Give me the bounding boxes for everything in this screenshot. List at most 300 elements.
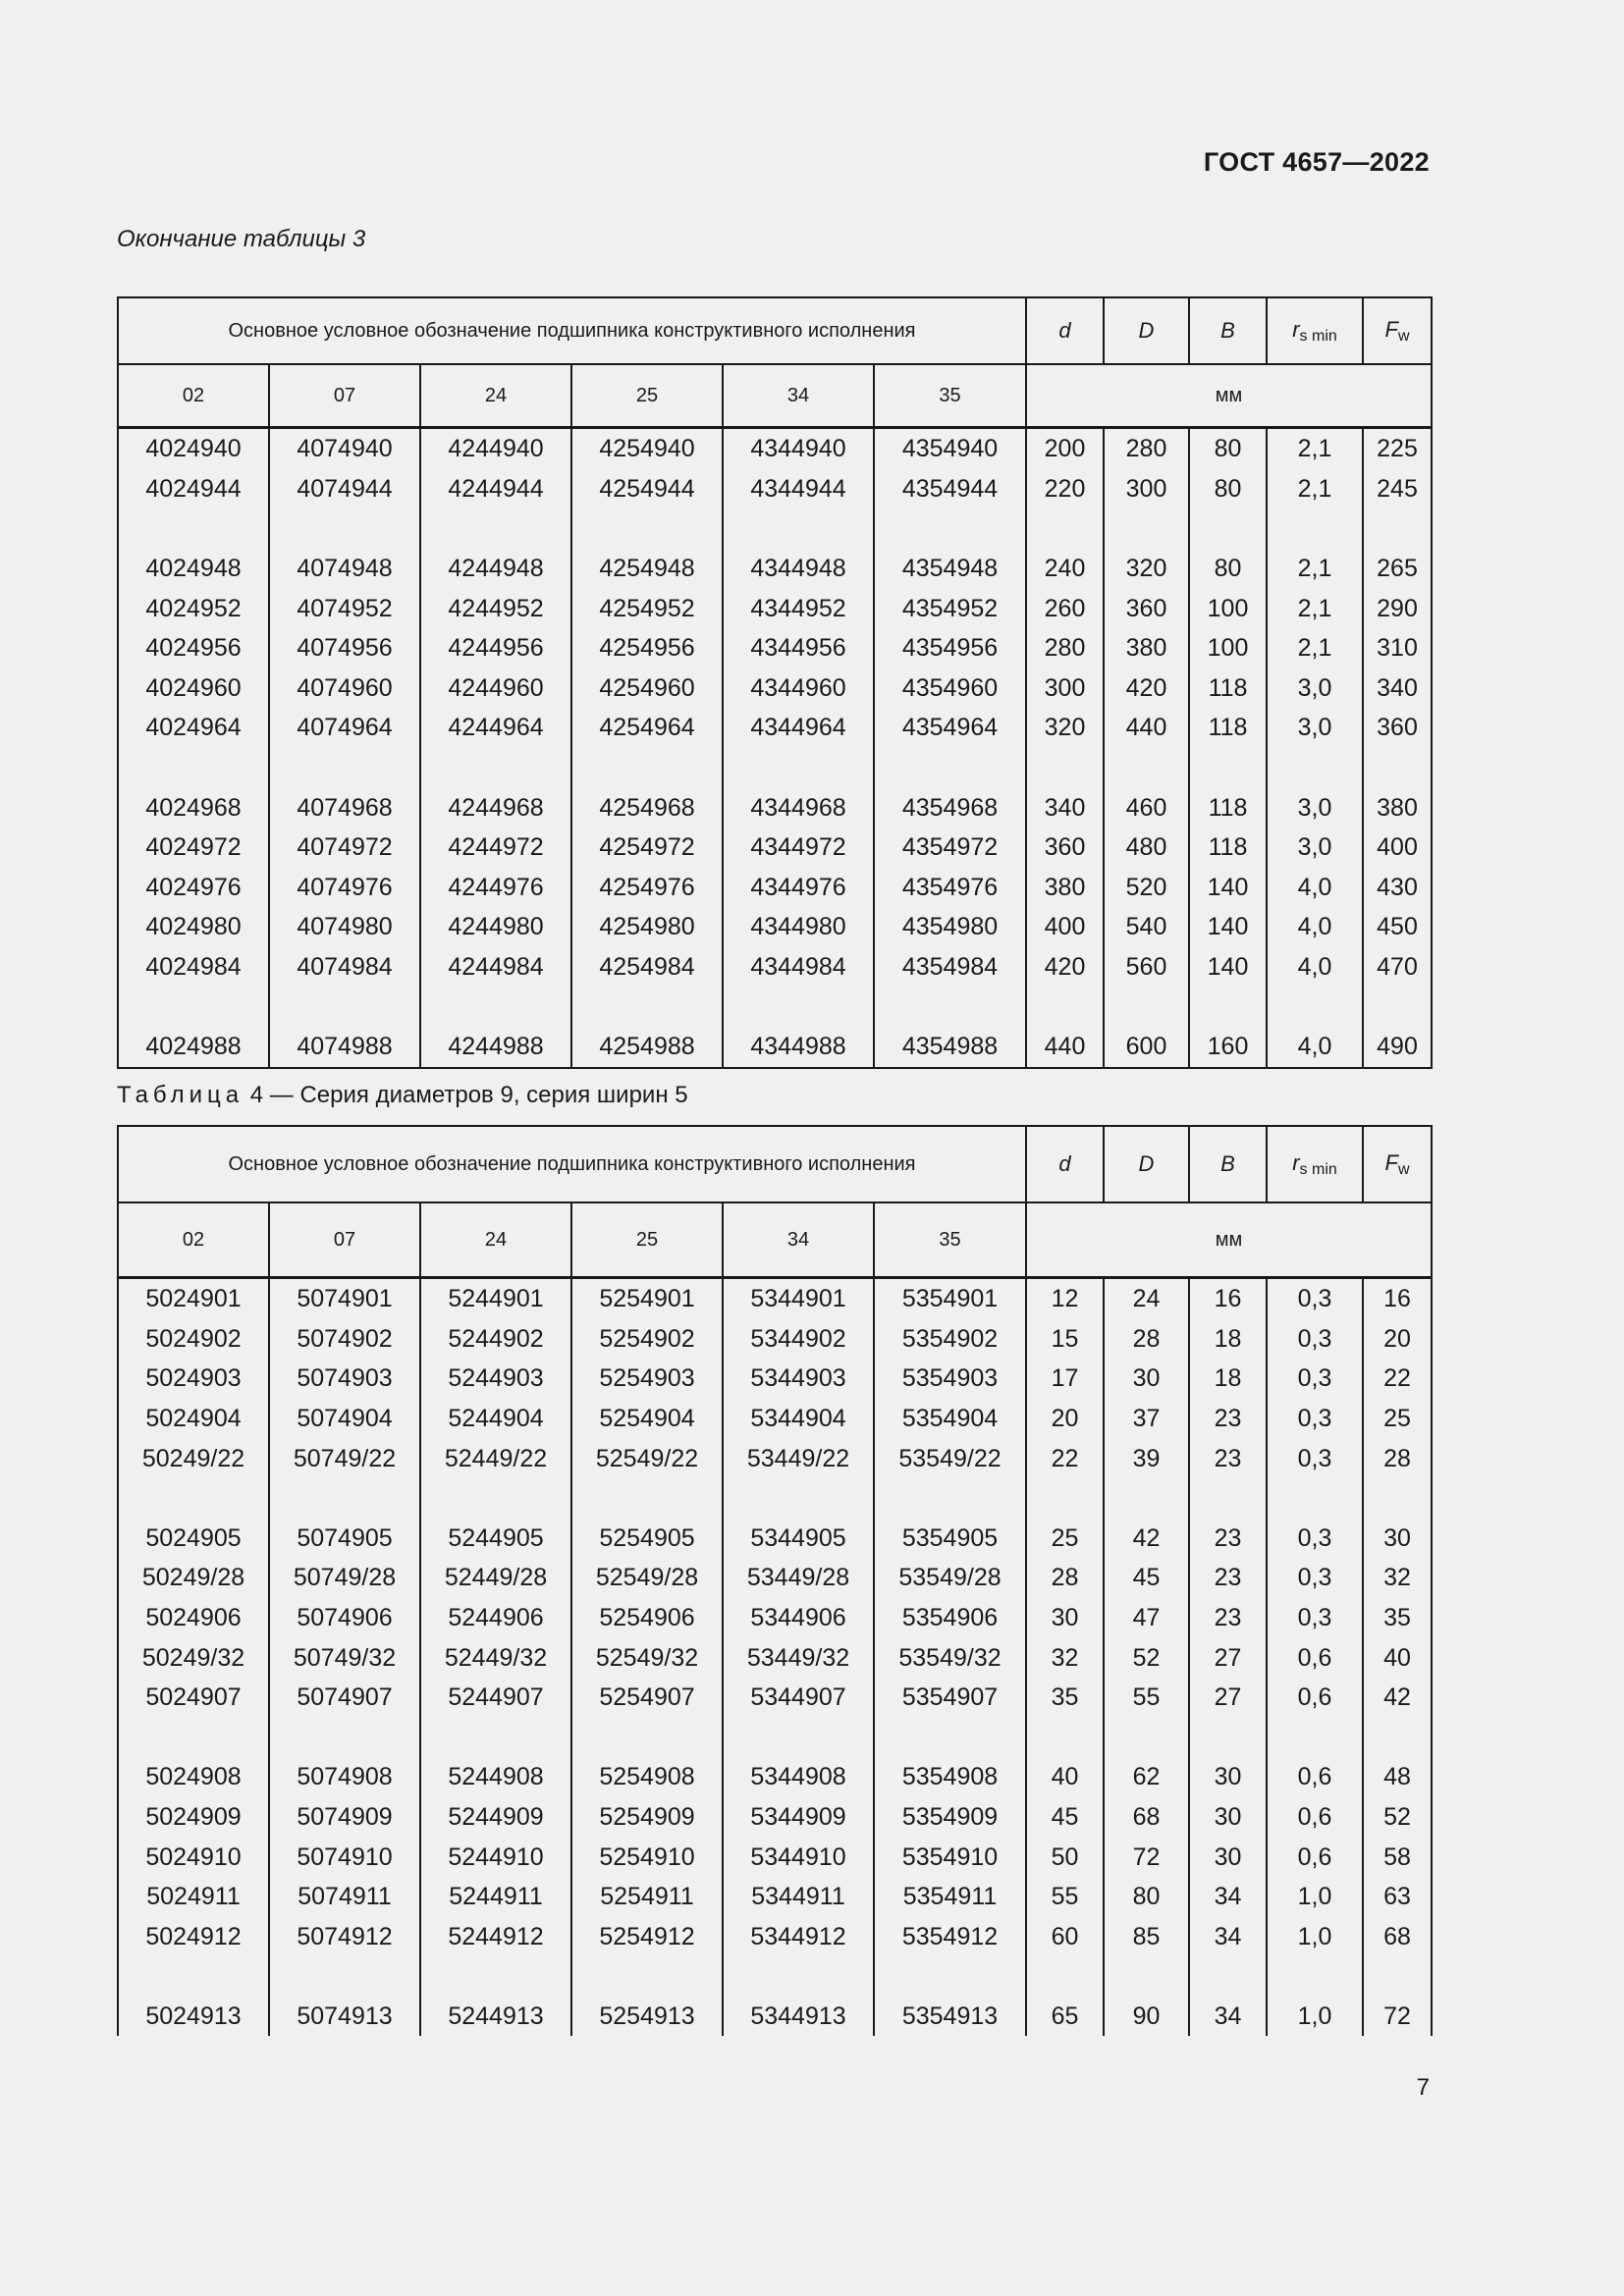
- table-cell: 28: [1026, 1558, 1104, 1598]
- table-cell: [1189, 1956, 1267, 1997]
- table-cell: 65: [1026, 1997, 1104, 2037]
- table-cell: 18: [1189, 1319, 1267, 1360]
- table-cell: 30: [1104, 1359, 1189, 1399]
- table-cell: 45: [1026, 1797, 1104, 1838]
- table-cell: 52549/32: [571, 1637, 723, 1678]
- table-cell: 42: [1104, 1519, 1189, 1559]
- table-cell: 4344968: [723, 787, 874, 828]
- table-row: [118, 1399, 1432, 1439]
- table-cell: 4244940: [420, 428, 571, 469]
- table-spacer-row: [118, 1718, 1432, 1758]
- table-cell: 4354972: [874, 828, 1026, 868]
- table-cell: 4074968: [269, 787, 420, 828]
- table-cell: 4074948: [269, 549, 420, 589]
- table-cell: 5074912: [269, 1917, 420, 1957]
- table-cell: 600: [1104, 1027, 1189, 1068]
- table-cell: 5024905: [118, 1519, 269, 1559]
- table-cell: 340: [1363, 668, 1432, 709]
- table-cell: 4344980: [723, 907, 874, 947]
- table-cell: 0,6: [1267, 1757, 1363, 1797]
- table-cell: 1,0: [1267, 1917, 1363, 1957]
- table-cell: [1026, 508, 1104, 549]
- table-cell: 540: [1104, 907, 1189, 947]
- table-cell: 20: [1026, 1399, 1104, 1439]
- table-cell: 5254911: [571, 1877, 723, 1917]
- table-cell: [1026, 987, 1104, 1027]
- table-cell: [1026, 1718, 1104, 1758]
- table3-caption: Окончание таблицы 3: [117, 226, 366, 252]
- table-cell: 5254907: [571, 1678, 723, 1718]
- table-cell: 5354908: [874, 1757, 1026, 1797]
- table3-header-rs-min: $r_{s min}$: [1267, 297, 1363, 364]
- table-cell: 4244984: [420, 947, 571, 988]
- table-cell: [1189, 987, 1267, 1027]
- table-cell: 16: [1189, 1278, 1267, 1319]
- table-cell: 4,0: [1267, 907, 1363, 947]
- table-cell: 4344984: [723, 947, 874, 988]
- table-cell: 0,6: [1267, 1797, 1363, 1838]
- table-cell: 30: [1189, 1797, 1267, 1838]
- table-cell: 160: [1189, 1027, 1267, 1068]
- table-cell: 4254940: [571, 428, 723, 469]
- table-cell: [1267, 1956, 1363, 1997]
- table-cell: 4074956: [269, 628, 420, 668]
- table-cell: 32: [1026, 1637, 1104, 1678]
- table-cell: 5024911: [118, 1877, 269, 1917]
- table-row: [118, 708, 1432, 748]
- table-cell: 50749/22: [269, 1438, 420, 1478]
- table-cell: 30: [1363, 1519, 1432, 1559]
- table4-header-B: B: [1189, 1126, 1267, 1202]
- table-cell: 4074944: [269, 469, 420, 509]
- table-cell: 52449/28: [420, 1558, 571, 1598]
- table-cell: [723, 748, 874, 788]
- table-spacer-row: [118, 1956, 1432, 1997]
- table-cell: [874, 508, 1026, 549]
- table-cell: 4254960: [571, 668, 723, 709]
- table-cell: 4254972: [571, 828, 723, 868]
- table-cell: 4254952: [571, 588, 723, 628]
- table-cell: 4344964: [723, 708, 874, 748]
- table-cell: 25: [1026, 1519, 1104, 1559]
- table-cell: 52: [1104, 1637, 1189, 1678]
- table-row: [118, 1558, 1432, 1598]
- table3-col-header: 02: [118, 364, 269, 428]
- table-cell: 32: [1363, 1558, 1432, 1598]
- table-spacer-row: [118, 1478, 1432, 1519]
- table-cell: [1267, 1718, 1363, 1758]
- table-cell: 15: [1026, 1319, 1104, 1360]
- table-cell: 4244972: [420, 828, 571, 868]
- table-cell: 5254912: [571, 1917, 723, 1957]
- table-cell: 380: [1026, 868, 1104, 908]
- table4-col-header: 24: [420, 1202, 571, 1278]
- table-cell: 16: [1363, 1278, 1432, 1319]
- table-cell: 4024980: [118, 907, 269, 947]
- table-cell: 5344910: [723, 1837, 874, 1877]
- table-row: [118, 1997, 1432, 2037]
- table-cell: 360: [1026, 828, 1104, 868]
- table-cell: 30: [1026, 1598, 1104, 1638]
- table3-header-B: B: [1189, 297, 1267, 364]
- table-cell: 5024902: [118, 1319, 269, 1360]
- table-cell: [118, 508, 269, 549]
- table-row: [118, 588, 1432, 628]
- table-cell: [1363, 748, 1432, 788]
- table-cell: 5354910: [874, 1837, 1026, 1877]
- table-cell: 0,3: [1267, 1438, 1363, 1478]
- table-cell: [420, 508, 571, 549]
- table-cell: 4254984: [571, 947, 723, 988]
- table-cell: 118: [1189, 828, 1267, 868]
- table-cell: 430: [1363, 868, 1432, 908]
- table-cell: 5244905: [420, 1519, 571, 1559]
- table-cell: 53549/32: [874, 1637, 1026, 1678]
- table-cell: 50249/32: [118, 1637, 269, 1678]
- table-cell: 25: [1363, 1399, 1432, 1439]
- table-cell: 4,0: [1267, 868, 1363, 908]
- table-cell: [420, 1718, 571, 1758]
- table-cell: 4354976: [874, 868, 1026, 908]
- table-cell: 4254948: [571, 549, 723, 589]
- table-cell: 440: [1026, 1027, 1104, 1068]
- table-cell: 1,0: [1267, 1877, 1363, 1917]
- table-cell: 0,6: [1267, 1678, 1363, 1718]
- table-cell: [118, 1718, 269, 1758]
- table-3: [117, 296, 1433, 1069]
- table-cell: 5074905: [269, 1519, 420, 1559]
- table-cell: [571, 1478, 723, 1519]
- table-cell: [571, 987, 723, 1027]
- table-row: [118, 428, 1432, 469]
- table-row: [118, 1837, 1432, 1877]
- table-cell: 5244907: [420, 1678, 571, 1718]
- table-cell: 5344908: [723, 1757, 874, 1797]
- table-cell: 52: [1363, 1797, 1432, 1838]
- table-cell: 18: [1189, 1359, 1267, 1399]
- table-cell: 5344907: [723, 1678, 874, 1718]
- table-cell: 5024908: [118, 1757, 269, 1797]
- table-cell: 20: [1363, 1319, 1432, 1360]
- table-cell: 245: [1363, 469, 1432, 509]
- table-cell: 5024904: [118, 1399, 269, 1439]
- table-cell: 30: [1189, 1757, 1267, 1797]
- table-cell: [874, 1718, 1026, 1758]
- table-cell: 420: [1026, 947, 1104, 988]
- table-cell: 4024964: [118, 708, 269, 748]
- table-cell: 5254910: [571, 1837, 723, 1877]
- table-cell: 68: [1363, 1917, 1432, 1957]
- table-cell: 5254903: [571, 1359, 723, 1399]
- table-cell: [1104, 508, 1189, 549]
- table-cell: [1363, 1718, 1432, 1758]
- table-cell: 5244902: [420, 1319, 571, 1360]
- table-cell: 34: [1189, 1917, 1267, 1957]
- table-cell: [269, 1478, 420, 1519]
- table-cell: 290: [1363, 588, 1432, 628]
- table-cell: 68: [1104, 1797, 1189, 1838]
- table-cell: 0,3: [1267, 1598, 1363, 1638]
- table-cell: 5074903: [269, 1359, 420, 1399]
- table-cell: 4354952: [874, 588, 1026, 628]
- table-cell: 5024913: [118, 1997, 269, 2037]
- table-cell: 140: [1189, 947, 1267, 988]
- table-row: [118, 947, 1432, 988]
- table-cell: 1,0: [1267, 1997, 1363, 2037]
- table-cell: 300: [1104, 469, 1189, 509]
- table-cell: 2,1: [1267, 588, 1363, 628]
- table-cell: [118, 1956, 269, 1997]
- table-cell: 4244980: [420, 907, 571, 947]
- table-cell: 50249/22: [118, 1438, 269, 1478]
- table-cell: 5344905: [723, 1519, 874, 1559]
- table-cell: 5354906: [874, 1598, 1026, 1638]
- table-cell: 4254944: [571, 469, 723, 509]
- table-cell: 48: [1363, 1757, 1432, 1797]
- table-cell: 27: [1189, 1678, 1267, 1718]
- table-cell: [420, 1956, 571, 1997]
- table4-header-D: D: [1104, 1126, 1189, 1202]
- table-cell: 53449/28: [723, 1558, 874, 1598]
- table-cell: 200: [1026, 428, 1104, 469]
- table4-main-header: Основное условное обозначение подшипника конструктивного исполнения: [118, 1126, 1026, 1202]
- table-cell: 47: [1104, 1598, 1189, 1638]
- table-cell: 5074906: [269, 1598, 420, 1638]
- table-cell: 360: [1363, 708, 1432, 748]
- table-cell: 4254956: [571, 628, 723, 668]
- table-cell: 0,3: [1267, 1519, 1363, 1559]
- table-cell: 490: [1363, 1027, 1432, 1068]
- table-cell: [1104, 1956, 1189, 1997]
- table-cell: 320: [1104, 549, 1189, 589]
- table-cell: 5254909: [571, 1797, 723, 1838]
- table-cell: 55: [1104, 1678, 1189, 1718]
- table-cell: 4354984: [874, 947, 1026, 988]
- table-cell: 5244906: [420, 1598, 571, 1638]
- table-cell: 5024910: [118, 1837, 269, 1877]
- table-cell: 5074902: [269, 1319, 420, 1360]
- table-cell: 5254908: [571, 1757, 723, 1797]
- table-cell: [269, 508, 420, 549]
- table-cell: 5254901: [571, 1278, 723, 1319]
- table-cell: 4354964: [874, 708, 1026, 748]
- table4-caption-text: 4 — Серия диаметров 9, серия ширин 5: [249, 1082, 688, 1108]
- table-cell: 5024912: [118, 1917, 269, 1957]
- table-cell: 4254968: [571, 787, 723, 828]
- table-cell: [1104, 748, 1189, 788]
- table-cell: [269, 1718, 420, 1758]
- table-cell: 5344903: [723, 1359, 874, 1399]
- table4-unit-header: мм: [1026, 1202, 1432, 1278]
- table-cell: 40: [1026, 1757, 1104, 1797]
- table-cell: [1189, 1718, 1267, 1758]
- table-cell: 5344909: [723, 1797, 874, 1838]
- table-cell: 5354905: [874, 1519, 1026, 1559]
- table-cell: 4024940: [118, 428, 269, 469]
- table-cell: 5244903: [420, 1359, 571, 1399]
- table-cell: 5024907: [118, 1678, 269, 1718]
- table-cell: [420, 987, 571, 1027]
- table-row: [118, 1877, 1432, 1917]
- table-cell: 53449/22: [723, 1438, 874, 1478]
- table-cell: 310: [1363, 628, 1432, 668]
- table-cell: 23: [1189, 1598, 1267, 1638]
- table-cell: 5354913: [874, 1997, 1026, 2037]
- table-cell: [874, 1478, 1026, 1519]
- table-cell: 0,6: [1267, 1837, 1363, 1877]
- table-cell: 0,3: [1267, 1359, 1363, 1399]
- table4-header-rs-min: $r_{s min}$: [1267, 1126, 1363, 1202]
- table-cell: 4074988: [269, 1027, 420, 1068]
- table-cell: 5354907: [874, 1678, 1026, 1718]
- table-row: [118, 907, 1432, 947]
- table-cell: 80: [1189, 428, 1267, 469]
- table-cell: 520: [1104, 868, 1189, 908]
- table-cell: 5244904: [420, 1399, 571, 1439]
- table-cell: 23: [1189, 1399, 1267, 1439]
- table-cell: 2,1: [1267, 628, 1363, 668]
- table-cell: [1363, 508, 1432, 549]
- table-4: [117, 1125, 1433, 2036]
- table-cell: [1104, 1718, 1189, 1758]
- table-cell: 5074901: [269, 1278, 420, 1319]
- table-cell: 118: [1189, 787, 1267, 828]
- standard-designation: ГОСТ 4657—2022: [1203, 147, 1430, 177]
- table-cell: [1104, 987, 1189, 1027]
- table-row: [118, 787, 1432, 828]
- table-cell: [723, 508, 874, 549]
- table4-col-header: 35: [874, 1202, 1026, 1278]
- table-cell: 260: [1026, 588, 1104, 628]
- table-row: [118, 1598, 1432, 1638]
- table-cell: 4244960: [420, 668, 571, 709]
- table-cell: 5244909: [420, 1797, 571, 1838]
- table-cell: 80: [1189, 549, 1267, 589]
- table-cell: 4,0: [1267, 947, 1363, 988]
- table-cell: 4074960: [269, 668, 420, 709]
- page-number: 7: [1416, 2074, 1430, 2101]
- table-cell: 140: [1189, 907, 1267, 947]
- table-cell: 5344904: [723, 1399, 874, 1439]
- table-cell: [1189, 508, 1267, 549]
- table-cell: 52449/22: [420, 1438, 571, 1478]
- table-cell: 42: [1363, 1678, 1432, 1718]
- table-cell: 3,0: [1267, 828, 1363, 868]
- table-cell: 460: [1104, 787, 1189, 828]
- table4-header-fw: $F_w$: [1363, 1126, 1432, 1202]
- table-cell: 72: [1104, 1837, 1189, 1877]
- table-cell: [1189, 748, 1267, 788]
- table-cell: 4354956: [874, 628, 1026, 668]
- table-cell: [1189, 1478, 1267, 1519]
- table-cell: 50749/32: [269, 1637, 420, 1678]
- table-cell: 50: [1026, 1837, 1104, 1877]
- table-row: [118, 1519, 1432, 1559]
- table-cell: 0,3: [1267, 1278, 1363, 1319]
- table3-col-header: 24: [420, 364, 571, 428]
- table-cell: 35: [1363, 1598, 1432, 1638]
- table-cell: 22: [1026, 1438, 1104, 1478]
- table-cell: [1026, 748, 1104, 788]
- table-cell: 4344944: [723, 469, 874, 509]
- table-cell: 4074984: [269, 947, 420, 988]
- table-cell: 53549/22: [874, 1438, 1026, 1478]
- table-cell: 90: [1104, 1997, 1189, 2037]
- table-row: [118, 1027, 1432, 1068]
- table-cell: 4344940: [723, 428, 874, 469]
- table-cell: 55: [1026, 1877, 1104, 1917]
- table-cell: 4254976: [571, 868, 723, 908]
- table-cell: 4024976: [118, 868, 269, 908]
- table-cell: 340: [1026, 787, 1104, 828]
- table-cell: [723, 1478, 874, 1519]
- table-cell: [269, 1956, 420, 1997]
- table-cell: [1267, 748, 1363, 788]
- table-cell: 4024960: [118, 668, 269, 709]
- table-cell: 0,3: [1267, 1319, 1363, 1360]
- table-cell: 380: [1363, 787, 1432, 828]
- table-cell: 4244968: [420, 787, 571, 828]
- table-cell: 5074908: [269, 1757, 420, 1797]
- table-cell: 240: [1026, 549, 1104, 589]
- table-cell: 4074952: [269, 588, 420, 628]
- table-cell: 400: [1026, 907, 1104, 947]
- table-cell: 5244913: [420, 1997, 571, 2037]
- table-cell: 5244901: [420, 1278, 571, 1319]
- table-cell: 4,0: [1267, 1027, 1363, 1068]
- table3-unit-header: мм: [1026, 364, 1432, 428]
- table-cell: 4344952: [723, 588, 874, 628]
- table-cell: 470: [1363, 947, 1432, 988]
- table-cell: 5354903: [874, 1359, 1026, 1399]
- table4-caption: [117, 1082, 688, 1109]
- table-cell: 4344976: [723, 868, 874, 908]
- table-cell: 12: [1026, 1278, 1104, 1319]
- table-cell: 45: [1104, 1558, 1189, 1598]
- table-cell: 4344972: [723, 828, 874, 868]
- table-cell: 17: [1026, 1359, 1104, 1399]
- table3-header-d: d: [1026, 297, 1104, 364]
- table-cell: 4244952: [420, 588, 571, 628]
- table-cell: 4024972: [118, 828, 269, 868]
- table-cell: 5074904: [269, 1399, 420, 1439]
- table-row: [118, 1637, 1432, 1678]
- table-cell: 450: [1363, 907, 1432, 947]
- table-cell: 4074940: [269, 428, 420, 469]
- table-cell: 5354904: [874, 1399, 1026, 1439]
- table-cell: 118: [1189, 668, 1267, 709]
- table-cell: 28: [1363, 1438, 1432, 1478]
- table-cell: 5344911: [723, 1877, 874, 1917]
- table-cell: [420, 748, 571, 788]
- table-cell: 5344902: [723, 1319, 874, 1360]
- table-cell: 34: [1189, 1877, 1267, 1917]
- table-cell: [1363, 1478, 1432, 1519]
- table-cell: 4344988: [723, 1027, 874, 1068]
- table-cell: 4354968: [874, 787, 1026, 828]
- table-cell: 100: [1189, 628, 1267, 668]
- table-cell: 5254905: [571, 1519, 723, 1559]
- table-cell: 5074913: [269, 1997, 420, 2037]
- table-cell: 4344956: [723, 628, 874, 668]
- table-cell: 4074972: [269, 828, 420, 868]
- table-row: [118, 549, 1432, 589]
- table-cell: 80: [1104, 1877, 1189, 1917]
- table-cell: 118: [1189, 708, 1267, 748]
- table-cell: 34: [1189, 1997, 1267, 2037]
- table-cell: [1104, 1478, 1189, 1519]
- table-cell: 5344906: [723, 1598, 874, 1638]
